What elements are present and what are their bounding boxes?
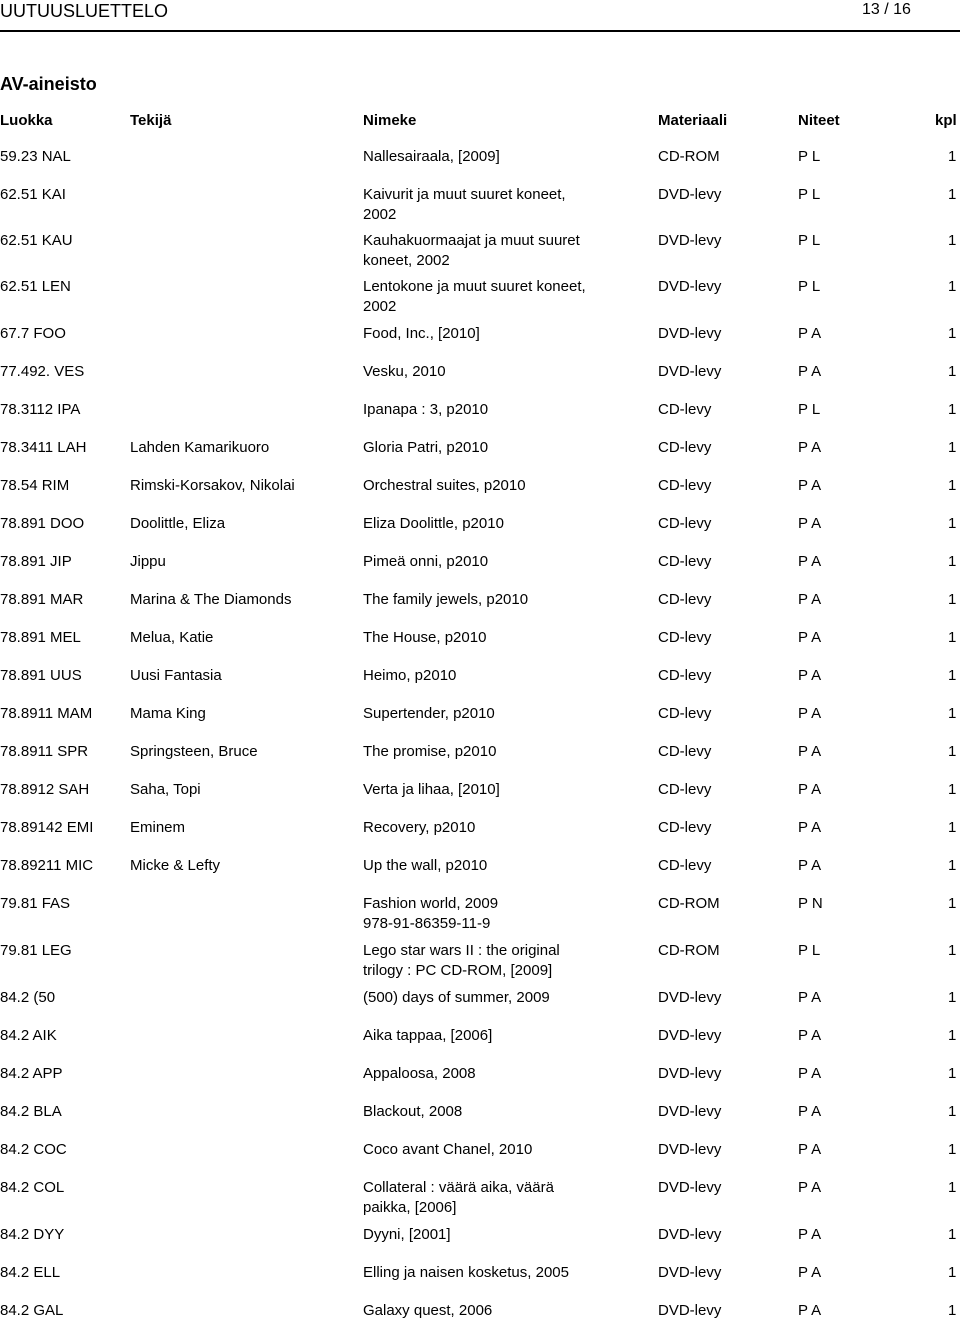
row-kpl: 1: [948, 1103, 957, 1120]
row-nimeke-continued: 2002: [363, 206, 397, 223]
row-niteet: P A: [798, 857, 822, 874]
row-kpl: 1: [948, 819, 957, 836]
row-materiaali: DVD-levy: [658, 1179, 722, 1196]
col-header-luokka: Luokka: [0, 112, 53, 129]
row-materiaali: CD-levy: [658, 553, 712, 570]
row-materiaali: CD-ROM: [658, 942, 720, 959]
row-niteet: P L: [798, 401, 821, 418]
row-nimeke: Food, Inc., [2010]: [363, 325, 480, 342]
row-nimeke: Heimo, p2010: [363, 667, 457, 684]
row-kpl: 1: [948, 439, 957, 456]
row-niteet: P A: [798, 1065, 822, 1082]
row-luokka: 84.2 AIK: [0, 1027, 57, 1044]
row-luokka: 67.7 FOO: [0, 325, 66, 342]
row-materiaali: DVD-levy: [658, 325, 722, 342]
row-nimeke: Elling ja naisen kosketus, 2005: [363, 1264, 569, 1281]
row-luokka: 78.89142 EMI: [0, 819, 94, 836]
row-niteet: P L: [798, 278, 821, 295]
row-tekija: Micke & Lefty: [130, 857, 221, 874]
row-kpl: 1: [948, 857, 957, 874]
row-nimeke: Dyyni, [2001]: [363, 1226, 451, 1243]
row-materiaali: DVD-levy: [658, 186, 722, 203]
row-nimeke: Kauhakuormaajat ja muut suuret: [363, 232, 580, 249]
row-niteet: P A: [798, 515, 822, 532]
row-nimeke: Recovery, p2010: [363, 819, 476, 836]
row-kpl: 1: [948, 477, 957, 494]
row-luokka: 84.2 DYY: [0, 1226, 65, 1243]
row-luokka: 59.23 NAL: [0, 148, 71, 165]
row-materiaali: DVD-levy: [658, 1226, 722, 1243]
row-materiaali: DVD-levy: [658, 1027, 722, 1044]
row-materiaali: CD-levy: [658, 819, 712, 836]
row-luokka: 79.81 LEG: [0, 942, 72, 959]
row-nimeke: Up the wall, p2010: [363, 857, 488, 874]
row-materiaali: CD-levy: [658, 705, 712, 722]
row-luokka: 79.81 FAS: [0, 895, 71, 912]
row-niteet: P L: [798, 148, 821, 165]
col-header-materiaali: Materiaali: [658, 112, 728, 129]
row-kpl: 1: [948, 1065, 957, 1082]
row-niteet: P A: [798, 781, 822, 798]
row-tekija: Uusi Fantasia: [130, 667, 222, 684]
row-materiaali: CD-levy: [658, 781, 712, 798]
row-kpl: 1: [948, 515, 957, 532]
row-tekija: Lahden Kamarikuoro: [130, 439, 270, 456]
row-nimeke: Coco avant Chanel, 2010: [363, 1141, 533, 1158]
row-materiaali: DVD-levy: [658, 1141, 722, 1158]
row-kpl: 1: [948, 363, 957, 380]
row-nimeke: Ipanapa : 3, p2010: [363, 401, 489, 418]
catalog-title: UUTUUSLUETTELO: [0, 1, 169, 21]
row-kpl: 1: [948, 553, 957, 570]
row-niteet: P A: [798, 553, 822, 570]
row-nimeke: Vesku, 2010: [363, 363, 446, 380]
row-luokka: 84.2 BLA: [0, 1103, 62, 1120]
row-luokka: 78.3411 LAH: [0, 439, 87, 456]
row-niteet: P A: [798, 439, 822, 456]
row-kpl: 1: [948, 1264, 957, 1281]
row-niteet: P A: [798, 1179, 822, 1196]
row-nimeke: Fashion world, 2009: [363, 895, 499, 912]
row-nimeke: The promise, p2010: [363, 743, 497, 760]
row-tekija: Melua, Katie: [130, 629, 214, 646]
row-nimeke: The family jewels, p2010: [363, 591, 529, 608]
row-kpl: 1: [948, 629, 957, 646]
row-luokka: 78.891 MEL: [0, 629, 81, 646]
row-nimeke: Nallesairaala, [2009]: [363, 148, 500, 165]
row-luokka: 84.2 (50: [0, 989, 56, 1006]
row-kpl: 1: [948, 705, 957, 722]
row-nimeke: Gloria Patri, p2010: [363, 439, 489, 456]
section-title: AV-aineisto: [0, 74, 97, 94]
row-niteet: P A: [798, 1103, 822, 1120]
row-tekija: Saha, Topi: [130, 781, 201, 798]
row-materiaali: CD-levy: [658, 743, 712, 760]
row-tekija: Rimski-Korsakov, Nikolai: [130, 477, 295, 494]
row-niteet: P A: [798, 591, 822, 608]
row-tekija: Doolittle, Eliza: [130, 515, 226, 532]
row-nimeke: Lego star wars II : the original: [363, 942, 560, 959]
row-niteet: P A: [798, 1302, 822, 1319]
row-materiaali: CD-levy: [658, 515, 712, 532]
row-kpl: 1: [948, 781, 957, 798]
row-materiaali: DVD-levy: [658, 232, 722, 249]
row-materiaali: CD-levy: [658, 401, 712, 418]
row-niteet: P A: [798, 363, 822, 380]
row-nimeke: Appaloosa, 2008: [363, 1065, 476, 1082]
row-materiaali: CD-levy: [658, 439, 712, 456]
row-luokka: 62.51 KAU: [0, 232, 73, 249]
row-materiaali: DVD-levy: [658, 1103, 722, 1120]
row-luokka: 78.891 DOO: [0, 515, 85, 532]
row-materiaali: DVD-levy: [658, 278, 722, 295]
row-materiaali: DVD-levy: [658, 1302, 722, 1319]
row-nimeke-continued: 978-91-86359-11-9: [363, 915, 491, 932]
row-nimeke-continued: trilogy : PC CD-ROM, [2009]: [363, 962, 553, 979]
row-niteet: P A: [798, 1264, 822, 1281]
row-tekija: Springsteen, Bruce: [130, 743, 258, 760]
row-luokka: 78.891 MAR: [0, 591, 84, 608]
row-nimeke: Galaxy quest, 2006: [363, 1302, 493, 1319]
row-materiaali: DVD-levy: [658, 989, 722, 1006]
row-luokka: 84.2 COC: [0, 1141, 67, 1158]
col-header-tekija: Tekijä: [130, 112, 172, 129]
row-nimeke: (500) days of summer, 2009: [363, 989, 550, 1006]
row-materiaali: CD-levy: [658, 629, 712, 646]
row-materiaali: CD-levy: [658, 591, 712, 608]
row-nimeke-continued: koneet, 2002: [363, 252, 450, 269]
row-materiaali: DVD-levy: [658, 1264, 722, 1281]
row-niteet: P A: [798, 1141, 822, 1158]
row-niteet: P L: [798, 232, 821, 249]
row-kpl: 1: [948, 278, 957, 295]
row-luokka: 78.54 RIM: [0, 477, 70, 494]
row-niteet: P A: [798, 819, 822, 836]
row-materiaali: CD-levy: [658, 667, 712, 684]
row-luokka: 78.8912 SAH: [0, 781, 90, 798]
row-kpl: 1: [948, 1226, 957, 1243]
row-nimeke: The House, p2010: [363, 629, 487, 646]
row-nimeke: Kaivurit ja muut suuret koneet,: [363, 186, 566, 203]
row-niteet: P A: [798, 629, 822, 646]
row-kpl: 1: [948, 667, 957, 684]
row-luokka: 84.2 COL: [0, 1179, 65, 1196]
row-kpl: 1: [948, 232, 957, 249]
row-kpl: 1: [948, 148, 957, 165]
row-kpl: 1: [948, 591, 957, 608]
row-nimeke: Pimeä onni, p2010: [363, 553, 489, 570]
row-niteet: P A: [798, 705, 822, 722]
row-luokka: 78.891 UUS: [0, 667, 82, 684]
row-luokka: 84.2 GAL: [0, 1302, 64, 1319]
row-luokka: 78.3112 IPA: [0, 401, 81, 418]
row-niteet: P A: [798, 1226, 822, 1243]
row-nimeke: Eliza Doolittle, p2010: [363, 515, 504, 532]
row-tekija: Eminem: [130, 819, 186, 836]
row-nimeke-continued: paikka, [2006]: [363, 1199, 457, 1216]
row-kpl: 1: [948, 989, 957, 1006]
row-kpl: 1: [948, 186, 957, 203]
row-niteet: P A: [798, 743, 822, 760]
row-kpl: 1: [948, 1141, 957, 1158]
col-header-nimeke: Nimeke: [363, 112, 417, 129]
row-kpl: 1: [948, 895, 957, 912]
row-niteet: P L: [798, 942, 821, 959]
row-niteet: P L: [798, 186, 821, 203]
col-header-niteet: Niteet: [798, 112, 840, 129]
row-kpl: 1: [948, 401, 957, 418]
row-materiaali: CD-ROM: [658, 148, 720, 165]
row-materiaali: CD-levy: [658, 477, 712, 494]
col-header-kpl: kpl: [935, 112, 957, 129]
row-materiaali: DVD-levy: [658, 363, 722, 380]
row-materiaali: CD-ROM: [658, 895, 720, 912]
row-niteet: P A: [798, 1027, 822, 1044]
row-nimeke: Blackout, 2008: [363, 1103, 463, 1120]
row-niteet: P A: [798, 989, 822, 1006]
row-materiaali: CD-levy: [658, 857, 712, 874]
row-niteet: P A: [798, 477, 822, 494]
row-nimeke: Collateral : väärä aika, väärä: [363, 1179, 554, 1196]
row-niteet: P A: [798, 667, 822, 684]
row-nimeke-continued: 2002: [363, 298, 397, 315]
row-luokka: 78.8911 MAM: [0, 705, 93, 722]
row-nimeke: Lentokone ja muut suuret koneet,: [363, 278, 586, 295]
header-divider: [0, 30, 960, 32]
row-luokka: 78.8911 SPR: [0, 743, 89, 760]
row-kpl: 1: [948, 1027, 957, 1044]
row-luokka: 84.2 APP: [0, 1065, 63, 1082]
row-luokka: 62.51 KAI: [0, 186, 66, 203]
row-tekija: Marina & The Diamonds: [130, 591, 292, 608]
row-niteet: P N: [798, 895, 823, 912]
row-nimeke: Aika tappaa, [2006]: [363, 1027, 493, 1044]
row-tekija: Jippu: [130, 553, 166, 570]
row-nimeke: Supertender, p2010: [363, 705, 495, 722]
page-number: 13 / 16: [862, 1, 911, 18]
row-nimeke: Verta ja lihaa, [2010]: [363, 781, 500, 798]
row-luokka: 62.51 LEN: [0, 278, 71, 295]
row-luokka: 84.2 ELL: [0, 1264, 61, 1281]
row-niteet: P A: [798, 325, 822, 342]
row-luokka: 78.891 JIP: [0, 553, 72, 570]
row-kpl: 1: [948, 942, 957, 959]
row-materiaali: DVD-levy: [658, 1065, 722, 1082]
row-luokka: 77.492. VES: [0, 363, 85, 380]
row-kpl: 1: [948, 1302, 957, 1319]
row-kpl: 1: [948, 1179, 957, 1196]
row-nimeke: Orchestral suites, p2010: [363, 477, 526, 494]
row-luokka: 78.89211 MIC: [0, 857, 94, 874]
row-kpl: 1: [948, 325, 957, 342]
row-tekija: Mama King: [130, 705, 206, 722]
row-kpl: 1: [948, 743, 957, 760]
